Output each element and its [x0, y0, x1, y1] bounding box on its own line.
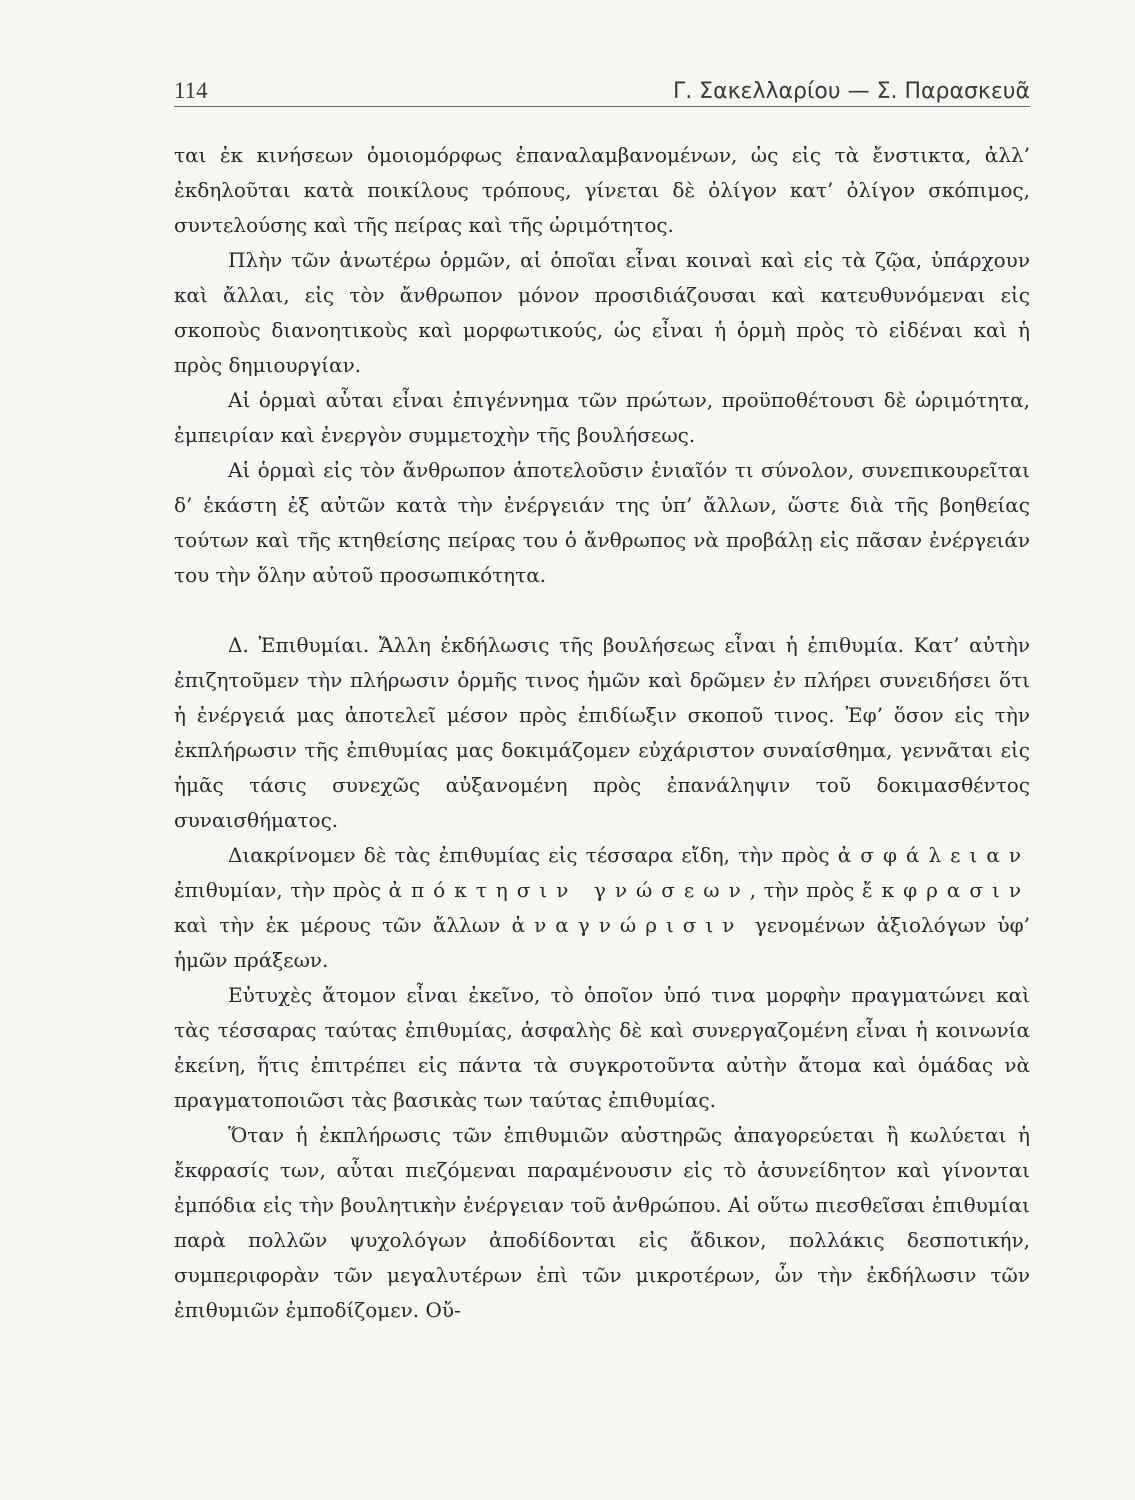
emphasis-knowledge: ἀπόκτησιν γνώσεων — [388, 878, 750, 902]
emphasis-recognition: ἀναγνώρισιν — [511, 913, 744, 937]
text-run: ἐπιθυμίαν, τὴν πρὸς — [174, 878, 389, 902]
emphasis-safety: ἀσφάλειαν — [837, 843, 1030, 867]
text-run: Διακρίνομεν δὲ τὰς ἐπιθυμίας εἰς τέσσαρα εἴδη, τὴν πρὸς — [228, 843, 838, 867]
paragraph-happy-individual: Εὐτυχὲς ἄτομον εἶναι ἐκεῖνο, τὸ ὁποῖον ὑπό τινα μορφὴν πραγματώνει καὶ τὰς τέσσαρας ταύτας ἐπιθυμίας, ἀσφαλὴς δὲ καὶ συνεργαζομένη εἶναι ἡ κοινωνία ἐκείνη, ἥτις ἐπιτρέπει εἰς πάντα τὰ συγκροτοῦντα αὐτὴν ἄτομα καὶ ὁμάδας νὰ πραγματοποιῶσι τὰς βασικὰς των ταύτας ἐπιθυμίας. — [174, 983, 1030, 1112]
paragraph-four-desires — [174, 838, 1030, 978]
paragraph-drives-unity: Αἱ ὁρμαὶ εἰς τὸν ἄνθρωπον ἀποτελοῦσιν ἑνιαῖόν τι σύνολον, συνεπικουρεῖται δ’ ἑκάστη ἐξ αὐτῶν κατὰ τὴν ἐνέργειάν της ὑπ’ ἄλλων, ὥστε διὰ τῆς βοηθείας τούτων καὶ τῆς κτηθείσης πείρας του ὁ ἄνθρωπος νὰ προβάλῃ εἰς πᾶσαν ἐνέργειάν του τὴν ὅλην αὐτοῦ προσωπικότητα. — [174, 458, 1030, 587]
paragraph-continuation: ται ἐκ κινήσεων ὁμοιομόρφως ἐπαναλαμβανομένων, ὡς εἰς τὰ ἔνστικτα, ἀλλ’ ἐκδηλοῦται κατὰ ποικίλους τρόπους, γίνεται δὲ ὀλίγον κατ’ ὀλίγον σκόπιμος, συντελούσης καὶ τῆς πείρας καὶ τῆς ὡριμότητος. — [174, 143, 1030, 237]
paragraph-repressed-desires: Ὅταν ἡ ἐκπλήρωσις τῶν ἐπιθυμιῶν αὐστηρῶς ἀπαγορεύεται ἢ κωλύεται ἡ ἔκφρασίς των, αὗται πιεζόμεναι παραμένουσιν εἰς τὸ ἀσυνείδητον καὶ γίνονται ἐμπόδια εἰς τὴν βουλητικὴν ἐνέργειαν τοῦ ἀνθρώπου. Αἱ οὕτω πιεσθεῖσαι ἐπιθυμίαι παρὰ πολλῶν ψυχολόγων ἀποδίδονται εἰς ἄδικον, πολλάκις δεσποτικήν, συμπεριφορὰν τῶν μεγαλυτέρων ἐπὶ τῶν μικροτέρων, ὧν τὴν ἐκδήλωσιν τῶν ἐπιθυμιῶν ἐμποδίζομεν. Οὔ- — [174, 1123, 1030, 1322]
header-rule — [174, 106, 1030, 107]
text-run: καὶ τὴν ἐκ μέρους τῶν ἄλλων — [174, 913, 512, 937]
text-run: , τὴν πρὸς — [749, 878, 862, 902]
body-text — [174, 138, 1030, 1328]
running-title: Γ. Σακελλαρίου — Σ. Παρασκευᾶ — [672, 79, 1030, 104]
paragraph-drives-maturity: Αἱ ὁρμαὶ αὗται εἶναι ἐπιγέννημα τῶν πρώτων, προϋποθέτουσι δὲ ὡριμότητα, ἐμπειρίαν καὶ ἐνεργὸν συμμετοχὴν τῆς βουλήσεως. — [174, 388, 1030, 447]
paragraph-desires-heading: Δ. Ἐπιθυμίαι. Ἄλλη ἐκδήλωσις τῆς βουλήσεως εἶναι ἡ ἐπιθυμία. Κατ’ αὐτὴν ἐπιζητοῦμεν τὴν πλήρωσιν ὁρμῆς τινος ἡμῶν καὶ δρῶμεν ἐν πλήρει συνειδήσει ὅτι ἡ ἐνέργειά μας ἀποτελεῖ μέσον πρὸς ἐπιδίωξιν σκοποῦ τινος. Ἐφ’ ὅσον εἰς τὴν ἐκπλήρωσιν τῆς ἐπιθυμίας μας δοκιμάζομεν εὐχάριστον συναίσθημα, γεννᾶται εἰς ἡμᾶς τάσις συνεχῶς αὐξανομένη πρὸς ἐπανάληψιν τοῦ δοκιμασθέντος συναισθήματος. — [174, 633, 1030, 832]
emphasis-expression: ἔκφρασιν — [861, 878, 1031, 902]
paragraph-higher-drives: Πλὴν τῶν ἀνωτέρω ὁρμῶν, αἱ ὁποῖαι εἶναι κοιναὶ καὶ εἰς τὰ ζῷα, ὑπάρχουν καὶ ἄλλαι, εἰς τὸν ἄνθρωπον μόνον προσιδιάζουσαι καὶ κατευθυνόμεναι εἰς σκοποὺς διανοητικοὺς καὶ μορφωτικούς, ὡς εἶναι ἡ ὁρμὴ πρὸς τὸ εἰδέναι καὶ ἡ πρὸς δημιουργίαν. — [174, 248, 1030, 377]
page-header — [174, 70, 1030, 104]
page-number: 114 — [174, 78, 208, 103]
text-run: γενομένων ἀξιολόγων ὑφ’ ἡμῶν πράξεων. — [174, 913, 1030, 972]
